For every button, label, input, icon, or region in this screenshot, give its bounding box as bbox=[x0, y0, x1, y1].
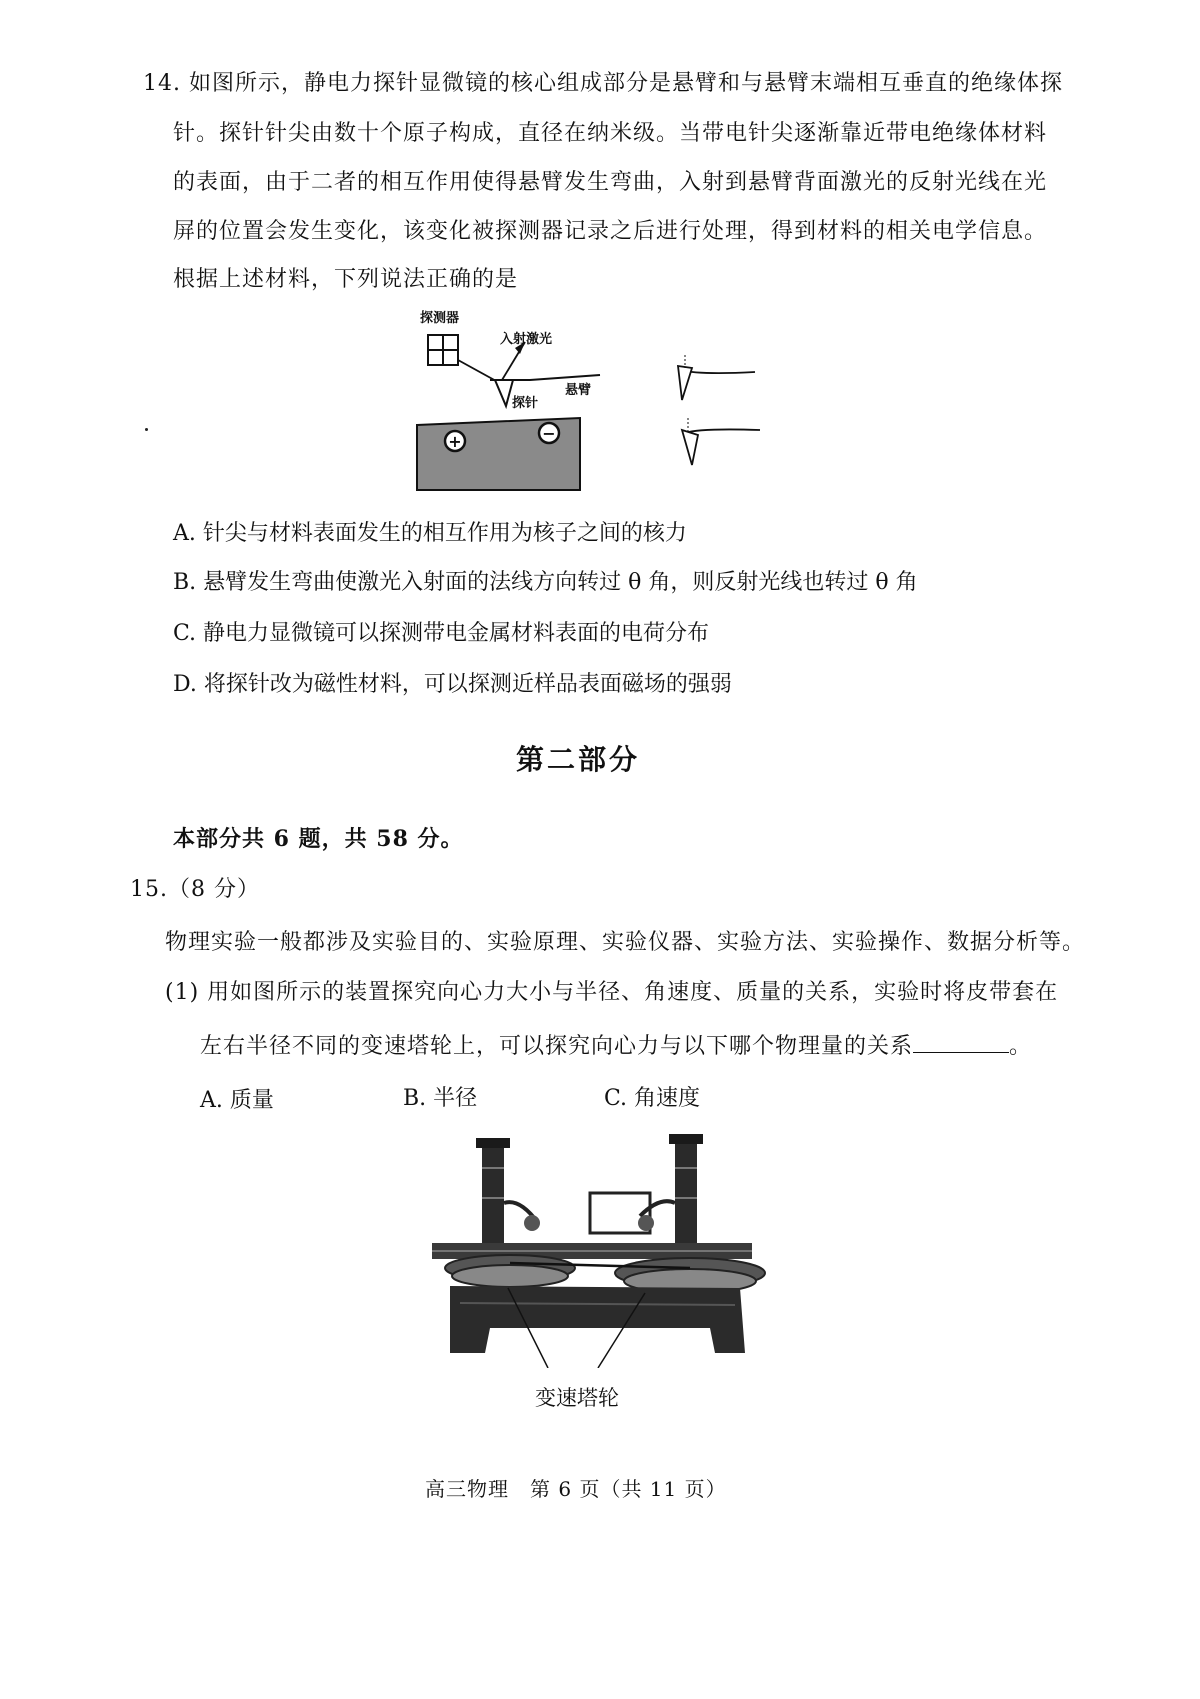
svg-text:−: − bbox=[542, 424, 556, 443]
q14-line-2: 针。探针针尖由数十个原子构成，直径在纳米级。当带电针尖逐渐靠近带电绝缘体材料 bbox=[173, 121, 1048, 146]
svg-text:+: + bbox=[448, 432, 462, 451]
q15-option-b[interactable]: B. 半径 bbox=[403, 1086, 478, 1111]
q15-sub1-text: 左右半径不同的变速塔轮上，可以探究向心力与以下哪个物理量的关系 bbox=[200, 1034, 914, 1059]
page-footer: 高三物理 第 6 页（共 11 页） bbox=[425, 1477, 727, 1501]
q14-option-c[interactable]: C. 静电力显微镜可以探测带电金属材料表面的电荷分布 bbox=[173, 621, 710, 646]
q14-line-5: 根据上述材料，下列说法正确的是 bbox=[173, 267, 519, 292]
probe-tip bbox=[495, 380, 513, 406]
left-cone-pulley bbox=[445, 1255, 575, 1287]
bent-cantilever-down bbox=[682, 418, 760, 465]
base bbox=[450, 1286, 745, 1353]
detector-label: 探测器 bbox=[420, 311, 460, 326]
q14-line-3: 的表面，由于二者的相互作用使得悬臂发生弯曲，入射到悬臂背面激光的反射光线在光 bbox=[173, 170, 1048, 195]
q15-option-c[interactable]: C. 角速度 bbox=[604, 1086, 701, 1111]
laser-label: 入射激光 bbox=[500, 332, 553, 347]
q14-option-a[interactable]: A. 针尖与材料表面发生的相互作用为核子之间的核力 bbox=[173, 521, 687, 546]
positive-charge bbox=[445, 431, 465, 451]
bent-cantilever-up bbox=[678, 355, 755, 400]
reflected-ray bbox=[458, 360, 498, 382]
detector-box bbox=[428, 335, 458, 365]
q15-sub1-period: 。 bbox=[1009, 1034, 1033, 1059]
part2-title: 第二部分 bbox=[516, 743, 641, 776]
q15-sub1-line1: (1) 用如图所示的装置探究向心力大小与半径、角速度、质量的关系，实验时将皮带套在 bbox=[165, 980, 1059, 1005]
q14-line-4: 屏的位置会发生变化，该变化被探测器记录之后进行处理，得到材料的相关电学信息。 bbox=[173, 219, 1048, 244]
apparatus-photo bbox=[420, 1128, 780, 1368]
q15-header: 15.（8 分） bbox=[130, 877, 260, 902]
apparatus-caption: 变速塔轮 bbox=[535, 1386, 619, 1410]
q14-line-1: 14. 如图所示，静电力探针显微镜的核心组成部分是悬臂和与悬臂末端相互垂直的绝缘体探 bbox=[143, 71, 1063, 96]
left-column bbox=[476, 1138, 510, 1254]
part2-intro: 本部分共 6 题，共 58 分。 bbox=[173, 826, 464, 852]
lever-arms bbox=[504, 1193, 675, 1233]
q14-option-b[interactable]: B. 悬臂发生弯曲使激光入射面的法线方向转过 θ 角，则反射光线也转过 θ 角 bbox=[173, 570, 918, 595]
q15-option-a[interactable]: A. 质量 bbox=[200, 1088, 274, 1113]
negative-charge bbox=[539, 423, 559, 443]
probe-label: 探针 bbox=[512, 396, 539, 411]
q15-intro: 物理实验一般都涉及实验目的、实验原理、实验仪器、实验方法、实验操作、数据分析等。 bbox=[165, 930, 1086, 955]
q14-option-d[interactable]: D. 将探针改为磁性材料，可以探测近样品表面磁场的强弱 bbox=[173, 672, 732, 697]
q15-sub1-line2 bbox=[200, 1029, 1032, 1060]
answer-blank[interactable] bbox=[913, 1034, 1009, 1053]
q14-figure bbox=[400, 300, 800, 500]
margin-dot bbox=[145, 428, 148, 431]
cantilever-label: 悬臂 bbox=[565, 383, 592, 398]
right-column bbox=[669, 1134, 703, 1255]
